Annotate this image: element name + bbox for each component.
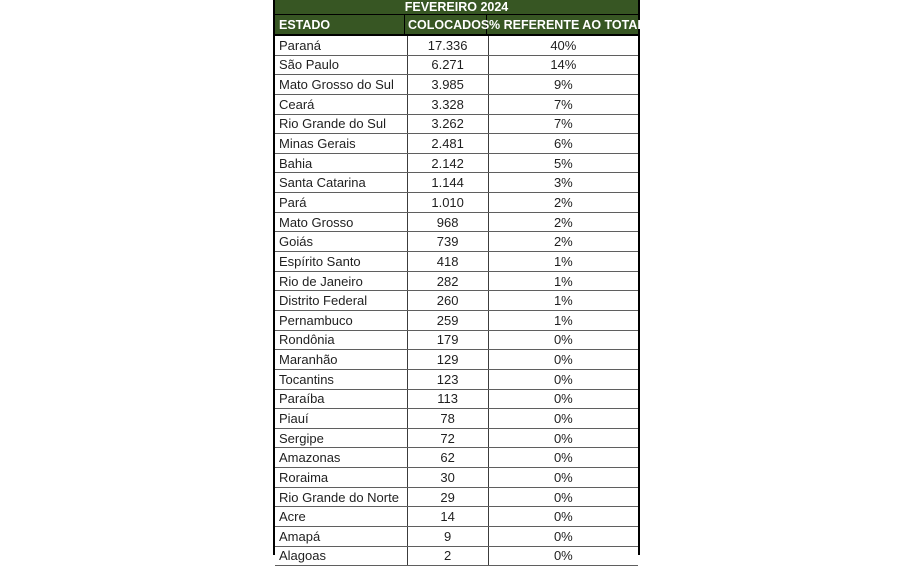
state-cell: Espírito Santo	[275, 252, 408, 271]
percent-cell: 0%	[553, 469, 573, 485]
colocados-cell: 14	[408, 507, 489, 526]
colocados-cell: 29	[408, 488, 489, 507]
report-table	[273, 0, 646, 564]
colocados-cell: 260	[408, 291, 489, 310]
state-cell: Maranhão	[275, 350, 408, 369]
colocados-cell: 3.328	[408, 95, 489, 114]
state-cell: Distrito Federal	[275, 291, 408, 310]
colocados-cell: 72	[408, 429, 489, 448]
table-row	[275, 390, 638, 410]
percent-cell: 0%	[553, 332, 573, 348]
colocados-cell: 259	[408, 311, 489, 330]
table-row	[275, 291, 638, 311]
state-cell: Santa Catarina	[275, 173, 408, 192]
colocados-cell: 78	[408, 409, 489, 428]
state-cell: Paraná	[275, 36, 408, 55]
table-row	[275, 429, 638, 449]
table-header-row	[275, 15, 646, 36]
colocados-cell: 739	[408, 232, 489, 251]
percent-cell: 14%	[550, 57, 577, 73]
table-row	[275, 370, 638, 390]
colocados-cell: 6.271	[408, 56, 489, 75]
state-cell: Bahia	[275, 154, 408, 173]
colocados-cell: 968	[408, 213, 489, 232]
percent-cell: 1%	[553, 273, 573, 289]
state-cell: Pernambuco	[275, 311, 408, 330]
table-row	[275, 547, 638, 566]
percent-cell: 1%	[553, 312, 573, 328]
table-row	[275, 527, 638, 547]
column-header-estado: ESTADO	[275, 15, 405, 34]
table-body	[275, 36, 638, 566]
percent-cell: 0%	[553, 528, 573, 544]
state-cell: Alagoas	[275, 547, 408, 566]
percent-cell: 2%	[553, 214, 573, 230]
percent-cell: 7%	[553, 116, 573, 132]
state-cell: Sergipe	[275, 429, 408, 448]
table-row	[275, 115, 638, 135]
state-cell: Rio de Janeiro	[275, 272, 408, 291]
table-row	[275, 173, 638, 193]
colocados-cell: 1.010	[408, 193, 489, 212]
percent-cell: 0%	[553, 548, 573, 564]
table-row	[275, 409, 638, 429]
colocados-cell: 179	[408, 331, 489, 350]
percent-cell: 7%	[553, 96, 573, 112]
colocados-cell: 2.481	[408, 134, 489, 153]
table-row	[275, 134, 638, 154]
state-cell: Roraima	[275, 468, 408, 487]
state-cell: Amazonas	[275, 448, 408, 467]
table-row	[275, 56, 638, 76]
state-cell: Minas Gerais	[275, 134, 408, 153]
colocados-cell: 418	[408, 252, 489, 271]
colocados-cell: 123	[408, 370, 489, 389]
percent-cell: 40%	[550, 37, 577, 53]
colocados-cell: 113	[408, 390, 489, 409]
table-row	[275, 488, 638, 508]
table-row	[275, 75, 638, 95]
state-cell: Paraíba	[275, 390, 408, 409]
table-row	[275, 193, 638, 213]
state-cell: Mato Grosso do Sul	[275, 75, 408, 94]
table-row	[275, 252, 638, 272]
table-row	[275, 350, 638, 370]
percent-cell: 0%	[553, 352, 573, 368]
state-cell: Tocantins	[275, 370, 408, 389]
percent-cell: 0%	[553, 371, 573, 387]
percent-cell: 0%	[553, 410, 573, 426]
colocados-cell: 62	[408, 448, 489, 467]
colocados-cell: 2.142	[408, 154, 489, 173]
table-row	[275, 213, 638, 233]
colocados-cell: 2	[408, 547, 489, 566]
percent-cell: 2%	[553, 234, 573, 250]
table-row	[275, 311, 638, 331]
percent-cell: 3%	[553, 175, 573, 191]
percent-cell: 9%	[553, 77, 573, 93]
table-row	[275, 154, 638, 174]
colocados-cell: 1.144	[408, 173, 489, 192]
state-cell: Acre	[275, 507, 408, 526]
percent-cell: 0%	[553, 489, 573, 505]
state-cell: Goiás	[275, 232, 408, 251]
table-row	[275, 36, 638, 56]
colocados-cell: 129	[408, 350, 489, 369]
table-row	[275, 448, 638, 468]
state-cell: Rondônia	[275, 331, 408, 350]
state-cell: Rio Grande do Norte	[275, 488, 408, 507]
percent-cell: 0%	[553, 391, 573, 407]
colocados-cell: 17.336	[408, 36, 489, 55]
percent-cell: 5%	[553, 155, 573, 171]
table-row	[275, 468, 638, 488]
table-row	[275, 331, 638, 351]
state-cell: Rio Grande do Sul	[275, 115, 408, 134]
column-header-percent-total: % REFERENTE AO TOTAL	[489, 17, 646, 32]
colocados-cell: 3.985	[408, 75, 489, 94]
percent-cell: 0%	[553, 509, 573, 525]
percent-cell: 0%	[553, 430, 573, 446]
percent-cell: 1%	[553, 293, 573, 309]
state-cell: São Paulo	[275, 56, 408, 75]
state-cell: Ceará	[275, 95, 408, 114]
state-cell: Amapá	[275, 527, 408, 546]
percent-cell: 0%	[553, 450, 573, 466]
state-cell: Pará	[275, 193, 408, 212]
table-row	[275, 95, 638, 115]
percent-cell: 6%	[553, 136, 573, 152]
state-cell: Piauí	[275, 409, 408, 428]
column-header-colocados: COLOCADOS	[405, 15, 487, 34]
colocados-cell: 30	[408, 468, 489, 487]
table-row	[275, 507, 638, 527]
percent-cell: 1%	[553, 253, 573, 269]
table-row	[275, 272, 638, 292]
percent-cell: 2%	[553, 194, 573, 210]
state-cell: Mato Grosso	[275, 213, 408, 232]
table-title: FEVEREIRO 2024	[275, 0, 638, 15]
table-row	[275, 232, 638, 252]
colocados-cell: 9	[408, 527, 489, 546]
colocados-cell: 3.262	[408, 115, 489, 134]
colocados-cell: 282	[408, 272, 489, 291]
